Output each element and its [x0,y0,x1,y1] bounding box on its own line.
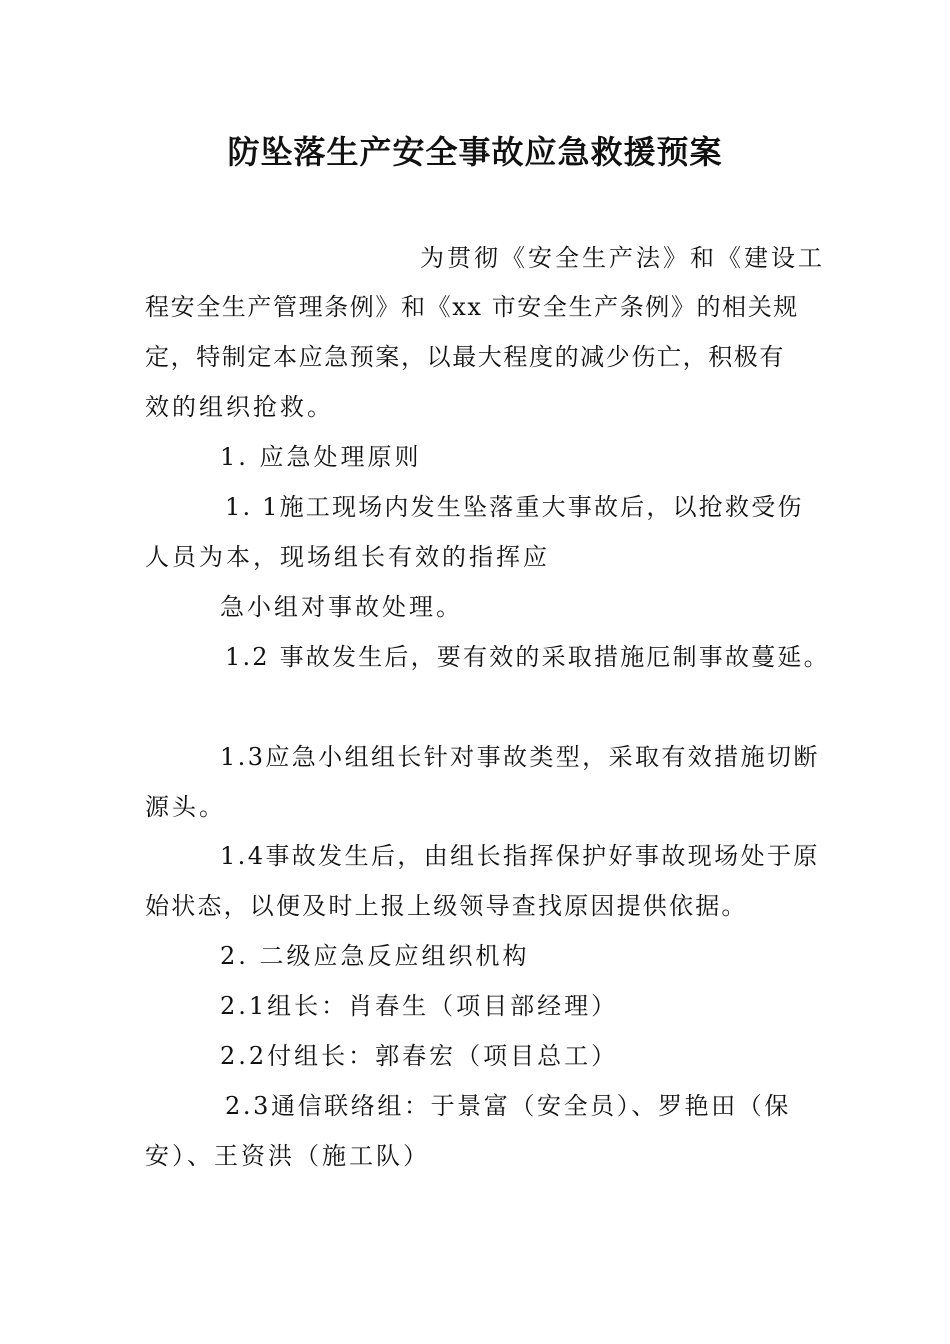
item-1-3-line-2: 源头。 [145,793,226,821]
paragraph-line-3: 定，特制定本应急预案，以最大程度的减少伤亡，积极有 [145,343,785,371]
section-heading-1: 1. 应急处理原则 [220,443,422,471]
item-2-3-line-1: 2.3通信联络组：于景富（安全员）、罗艳田（保 [225,1092,791,1120]
item-1-1-line-2: 人员为本，现场组长有效的指挥应 [145,543,550,571]
item-2-1: 2.1组长：肖春生（项目部经理） [220,992,619,1020]
item-1-2: 1.2 事故发生后，要有效的采取措施厄制事故蔓延。 [225,643,830,671]
item-1-1-line-3: 急小组对事故处理。 [220,593,463,621]
item-2-2: 2.2付组长：郭春宏（项目总工） [220,1042,619,1070]
item-1-4-line-1: 1.4事故发生后，由组长指挥保护好事故现场处于原 [220,842,820,870]
paragraph-line-2: 程安全生产管理条例》和《xx 市安全生产条例》的相关规 [145,293,799,321]
paragraph-line-4: 效的组织抢救。 [145,393,334,421]
document-title: 防坠落生产安全事故应急救援预案 [227,133,723,171]
item-1-1-line-1: 1. 1施工现场内发生坠落重大事故后，以抢救受伤 [225,493,804,521]
section-heading-2: 2. 二级应急反应组织机构 [220,942,530,970]
item-1-4-line-2: 始状态，以便及时上报上级领导查找原因提供依据。 [145,892,748,920]
item-2-3-line-2: 安）、王资洪（施工队） [145,1142,430,1170]
item-1-3-line-1: 1.3应急小组组长针对事故类型，采取有效措施切断 [220,743,820,771]
paragraph-line-1: 为贯彻《安全生产法》和《建设工 [420,244,825,272]
